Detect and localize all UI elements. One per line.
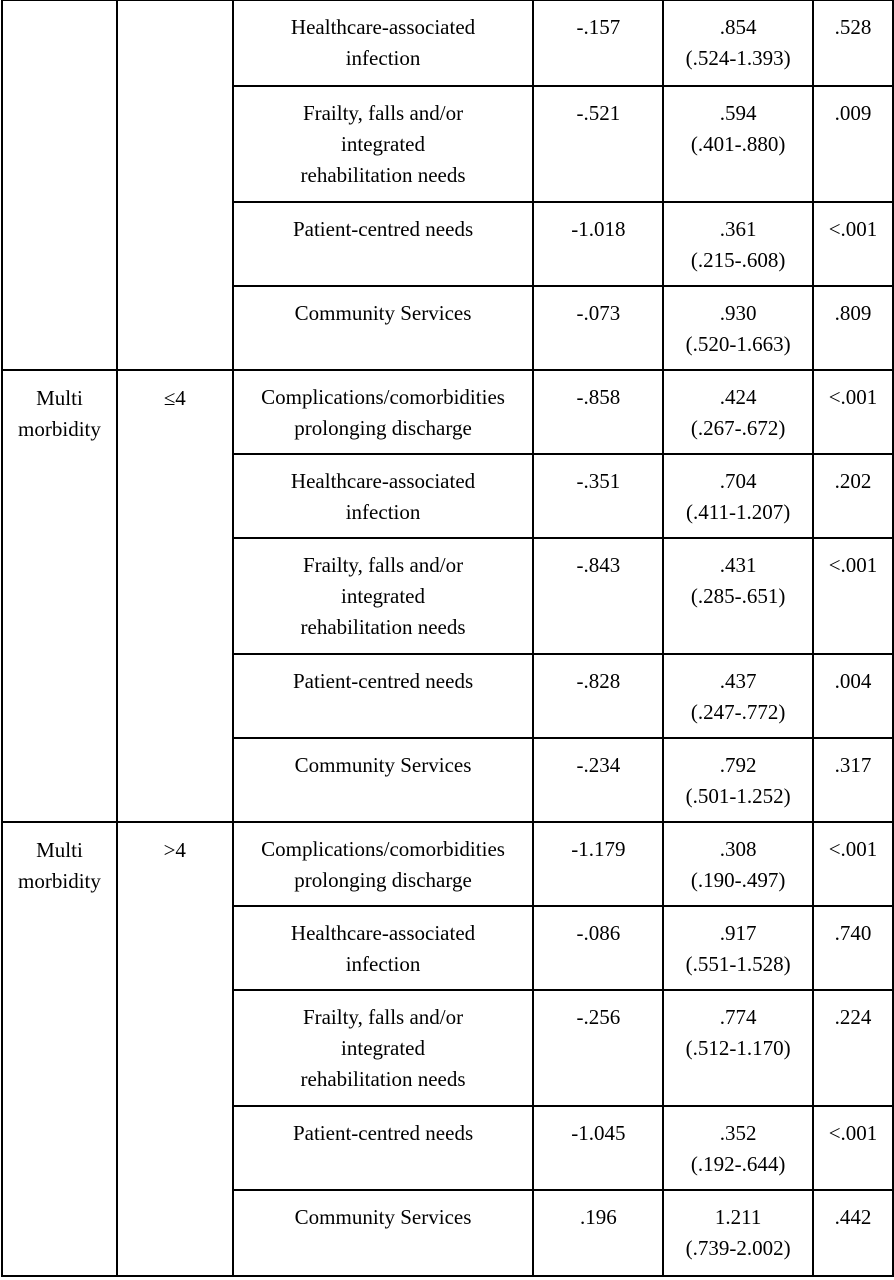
coefficient-cell [533, 822, 663, 906]
coefficient-cell-text: -.858 [576, 385, 621, 409]
odds-ratio-cell [663, 738, 813, 822]
group-label [2, 370, 117, 822]
outcome-cell-text: Complications/comorbidities prolonging discharge [261, 837, 505, 892]
group-level [117, 822, 233, 1276]
outcome-cell-text: Patient-centred needs [292, 1121, 474, 1145]
outcome-cell-text: Community Services [294, 753, 472, 777]
p-value-cell-text: .809 [834, 301, 872, 325]
p-value-cell [813, 202, 893, 286]
coefficient-cell [533, 0, 663, 86]
outcome-cell-text: Complications/comorbidities prolonging discharge [261, 385, 505, 440]
p-value-cell [813, 822, 893, 906]
coefficient-cell-text: -.073 [576, 301, 621, 325]
coefficient-cell-text: -.234 [576, 753, 621, 777]
outcome-cell [233, 654, 534, 738]
coefficient-cell-text: -1.179 [571, 837, 626, 861]
coefficient-cell-text: -.351 [576, 469, 621, 493]
p-value-cell [813, 454, 893, 538]
odds-ratio-cell-text: 1.211 (.739-2.002) [685, 1205, 791, 1260]
odds-ratio-cell-text: .930 (.520-1.663) [685, 301, 791, 356]
coefficient-cell-text: -.521 [576, 101, 621, 125]
odds-ratio-cell [663, 822, 813, 906]
outcome-cell-text: Frailty, falls and/or integrated rehabilitation needs [300, 553, 466, 639]
outcome-cell [233, 538, 534, 654]
coefficient-cell-text: -.256 [576, 1005, 621, 1029]
outcome-cell [233, 86, 534, 202]
outcome-cell-text: Community Services [294, 1205, 472, 1229]
p-value-cell [813, 0, 893, 86]
p-value-cell [813, 1190, 893, 1276]
coefficient-cell [533, 86, 663, 202]
odds-ratio-cell-text: .594 (.401-.880) [690, 101, 786, 156]
odds-ratio-cell-text: .792 (.501-1.252) [685, 753, 791, 808]
odds-ratio-cell-text: .431 (.285-.651) [690, 553, 786, 608]
outcome-cell [233, 990, 534, 1106]
group-level-text: >4 [163, 838, 186, 862]
p-value-cell-text: <.001 [828, 217, 878, 241]
outcome-cell-text: Frailty, falls and/or integrated rehabilitation needs [300, 101, 466, 187]
coefficient-cell-text: -1.018 [571, 217, 626, 241]
p-value-cell-text: <.001 [828, 553, 878, 577]
odds-ratio-cell [663, 906, 813, 990]
outcome-cell-text: Community Services [294, 301, 472, 325]
odds-ratio-cell [663, 538, 813, 654]
outcome-cell [233, 822, 534, 906]
outcome-cell [233, 738, 534, 822]
outcome-cell-text: Healthcare-associated infection [290, 15, 476, 70]
table-row [2, 0, 893, 86]
coefficient-cell [533, 1106, 663, 1190]
group-label [2, 822, 117, 1276]
p-value-cell-text: .202 [834, 469, 872, 493]
outcome-cell [233, 906, 534, 990]
p-value-cell-text: .740 [834, 921, 872, 945]
outcome-cell [233, 1190, 534, 1276]
coefficient-cell [533, 538, 663, 654]
group-label [2, 0, 117, 370]
p-value-cell [813, 990, 893, 1106]
coefficient-cell [533, 202, 663, 286]
p-value-cell-text: .442 [834, 1205, 872, 1229]
coefficient-cell [533, 906, 663, 990]
p-value-cell-text: .009 [834, 101, 872, 125]
p-value-cell [813, 906, 893, 990]
odds-ratio-cell [663, 454, 813, 538]
outcome-cell [233, 0, 534, 86]
group-level [117, 370, 233, 822]
outcome-cell-text: Healthcare-associated infection [290, 921, 476, 976]
odds-ratio-cell-text: .352 (.192-.644) [690, 1121, 786, 1176]
coefficient-cell [533, 654, 663, 738]
odds-ratio-cell-text: .361 (.215-.608) [690, 217, 786, 272]
odds-ratio-cell [663, 86, 813, 202]
coefficient-cell-text: -.086 [576, 921, 621, 945]
outcome-cell [233, 286, 534, 370]
odds-ratio-cell-text: .704 (.411-1.207) [686, 469, 791, 524]
p-value-cell-text: .224 [834, 1005, 872, 1029]
p-value-cell [813, 370, 893, 454]
regression-table [1, 0, 894, 1277]
p-value-cell-text: .528 [834, 15, 872, 39]
coefficient-cell-text: -.828 [576, 669, 621, 693]
odds-ratio-cell-text: .854 (.524-1.393) [685, 15, 791, 70]
group-label-text: Multi morbidity [18, 838, 101, 893]
p-value-cell [813, 538, 893, 654]
outcome-cell-text: Patient-centred needs [292, 669, 474, 693]
outcome-cell-text: Patient-centred needs [292, 217, 474, 241]
coefficient-cell [533, 990, 663, 1106]
coefficient-cell-text: -.157 [576, 15, 621, 39]
table-row [2, 370, 893, 454]
p-value-cell-text: .004 [834, 669, 872, 693]
odds-ratio-cell-text: .774 (.512-1.170) [685, 1005, 791, 1060]
p-value-cell-text: <.001 [828, 385, 878, 409]
p-value-cell-text: <.001 [828, 837, 878, 861]
odds-ratio-cell [663, 1190, 813, 1276]
p-value-cell [813, 86, 893, 202]
odds-ratio-cell-text: .308 (.190-.497) [690, 837, 786, 892]
outcome-cell-text: Frailty, falls and/or integrated rehabilitation needs [300, 1005, 466, 1091]
coefficient-cell-text: -1.045 [571, 1121, 626, 1145]
coefficient-cell-text: -.843 [576, 553, 621, 577]
outcome-cell [233, 202, 534, 286]
outcome-cell [233, 1106, 534, 1190]
odds-ratio-cell-text: .917 (.551-1.528) [685, 921, 791, 976]
odds-ratio-cell [663, 0, 813, 86]
coefficient-cell-text: .196 [579, 1205, 617, 1229]
odds-ratio-cell [663, 654, 813, 738]
odds-ratio-cell [663, 202, 813, 286]
odds-ratio-cell [663, 286, 813, 370]
group-level [117, 0, 233, 370]
p-value-cell [813, 654, 893, 738]
group-level-text: ≤4 [163, 386, 186, 410]
p-value-cell [813, 286, 893, 370]
outcome-cell [233, 370, 534, 454]
outcome-cell [233, 454, 534, 538]
table-row [2, 822, 893, 906]
odds-ratio-cell-text: .424 (.267-.672) [690, 385, 786, 440]
coefficient-cell [533, 370, 663, 454]
odds-ratio-cell [663, 1106, 813, 1190]
p-value-cell-text: <.001 [828, 1121, 878, 1145]
coefficient-cell [533, 454, 663, 538]
p-value-cell [813, 1106, 893, 1190]
p-value-cell [813, 738, 893, 822]
coefficient-cell [533, 1190, 663, 1276]
group-label-text: Multi morbidity [18, 386, 101, 441]
odds-ratio-cell [663, 370, 813, 454]
table-body [2, 0, 893, 1276]
odds-ratio-cell [663, 990, 813, 1106]
outcome-cell-text: Healthcare-associated infection [290, 469, 476, 524]
coefficient-cell [533, 286, 663, 370]
p-value-cell-text: .317 [834, 753, 872, 777]
coefficient-cell [533, 738, 663, 822]
odds-ratio-cell-text: .437 (.247-.772) [690, 669, 786, 724]
